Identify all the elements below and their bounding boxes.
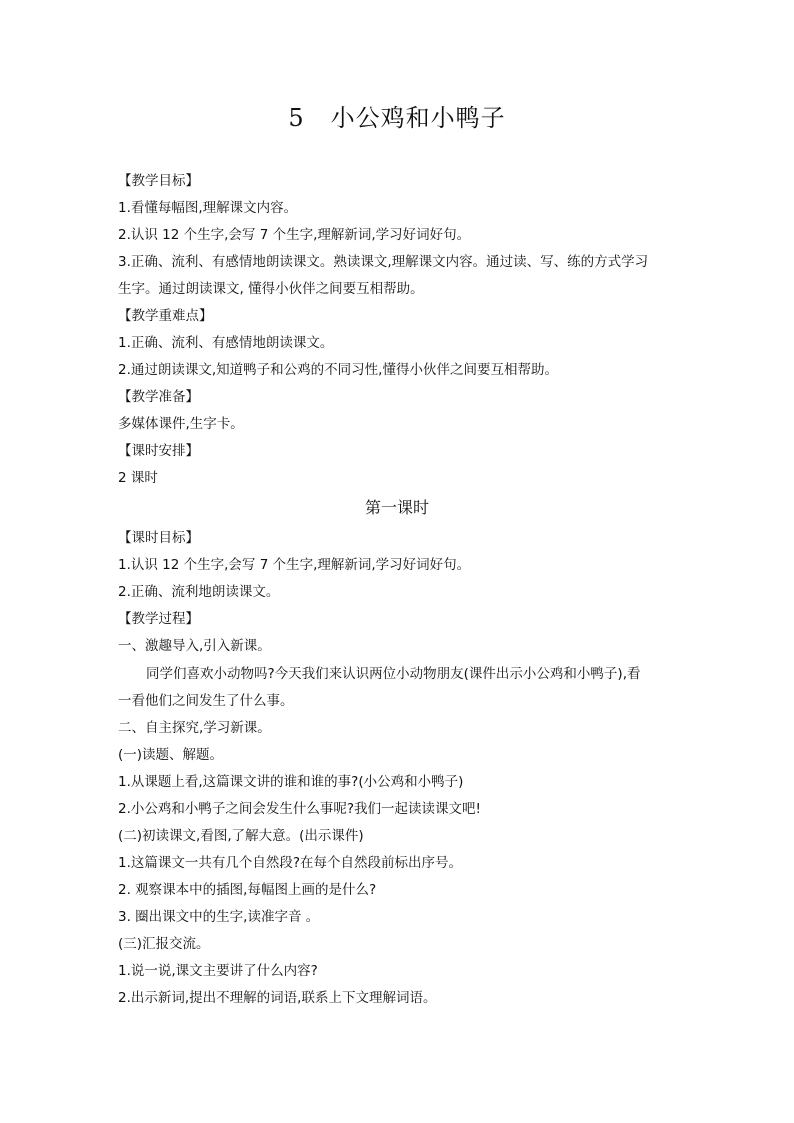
heading-lesson-goals: 【课时目标】 <box>118 530 199 546</box>
heading-key-points: 【教学重难点】 <box>118 308 213 324</box>
section-title: 第一课时 <box>364 498 429 517</box>
key-point-line: 1.正确、流利、有感情地朗读课文。 <box>118 335 334 351</box>
goal-line: 3.正确、流利、有感情地朗读课文。熟读课文,理解课文内容。通过读、写、练的方式学习 <box>118 254 649 270</box>
lesson-goal-line: 1.认识 12 个生字,会写 7 个生字,理解新词,学习好词好句。 <box>118 557 471 573</box>
process-item: 2. 观察课本中的插图,每幅图上画的是什么? <box>118 882 377 898</box>
process-item: 2.小公鸡和小鸭子之间会发生什么事呢?我们一起读读课文吧! <box>118 801 481 817</box>
goal-line: 生字。通过朗读课文, 懂得小伙伴之间要互相帮助。 <box>118 281 424 297</box>
schedule-line: 2 课时 <box>118 470 158 486</box>
heading-teaching-process: 【教学过程】 <box>118 611 199 627</box>
process-substep: (二)初读课文,看图,了解大意。(出示课件) <box>118 828 364 844</box>
lesson-goal-line: 2.正确、流利地朗读课文。 <box>118 584 280 600</box>
process-step-heading: 二、自主探究,学习新课。 <box>118 720 271 736</box>
key-point-line: 2.通过朗读课文,知道鸭子和公鸡的不同习性,懂得小伙伴之间要互相帮助。 <box>118 362 558 378</box>
process-paragraph: 一看他们之间发生了什么事。 <box>118 693 294 709</box>
process-substep: (三)汇报交流。 <box>118 936 210 952</box>
process-item: 1.这篇课文一共有几个自然段?在每个自然段前标出序号。 <box>118 855 463 871</box>
process-item: 1.从课题上看,这篇课文讲的谁和谁的事?(小公鸡和小鸭子) <box>118 774 464 790</box>
lesson-title: 5 小公鸡和小鸭子 <box>288 104 506 132</box>
goal-line: 1.看懂每幅图,理解课文内容。 <box>118 200 298 216</box>
heading-teaching-goals: 【教学目标】 <box>118 173 199 189</box>
process-paragraph: 同学们喜欢小动物吗?今天我们来认识两位小动物朋友(课件出示小公鸡和小鸭子),看 <box>146 666 641 682</box>
process-item: 3. 圈出课文中的生字,读准字音 。 <box>118 909 320 925</box>
goal-line: 2.认识 12 个生字,会写 7 个生字,理解新词,学习好词好句。 <box>118 227 471 243</box>
preparation-line: 多媒体课件,生字卡。 <box>118 416 244 432</box>
process-substep: (一)读题、解题。 <box>118 747 224 763</box>
heading-preparation: 【教学准备】 <box>118 389 199 405</box>
process-item: 1.说一说,课文主要讲了什么内容? <box>118 963 318 979</box>
heading-schedule: 【课时安排】 <box>118 443 199 459</box>
process-step-heading: 一、激趣导入,引入新课。 <box>118 638 271 654</box>
process-item: 2.出示新词,提出不理解的词语,联系上下文理解词语。 <box>118 990 437 1006</box>
